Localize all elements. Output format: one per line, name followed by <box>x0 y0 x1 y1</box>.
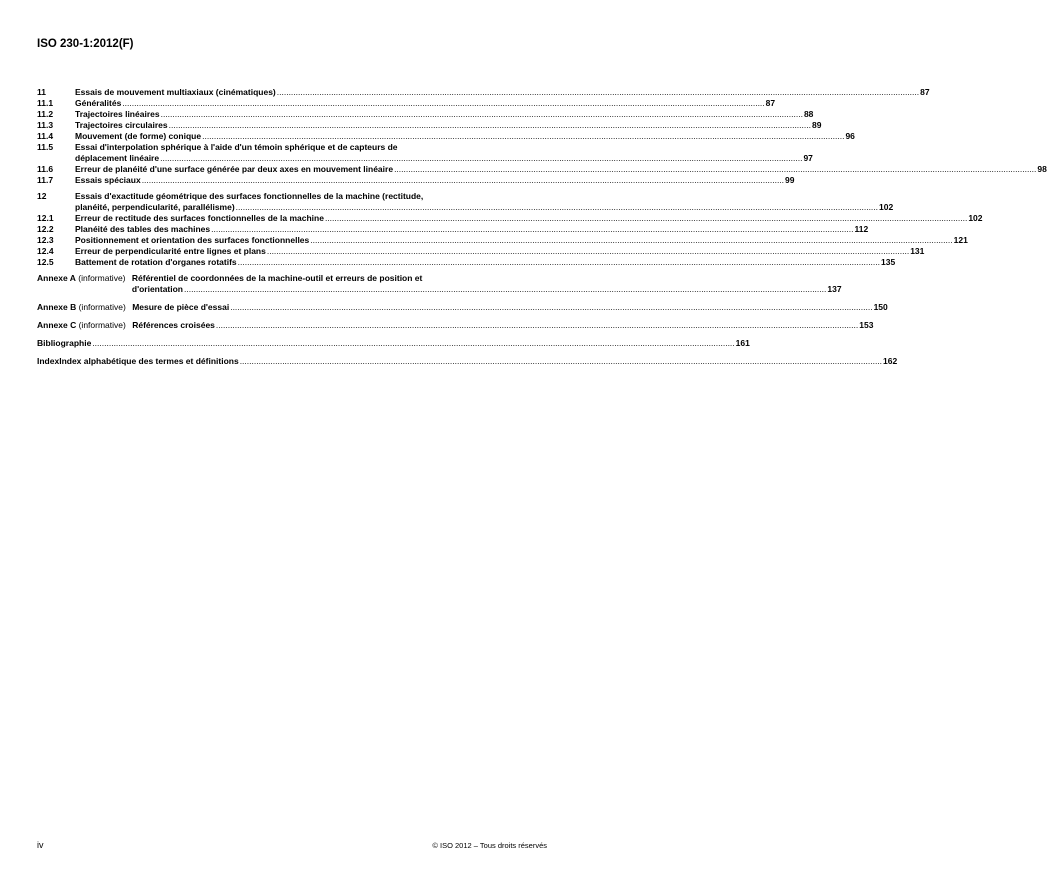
dot-leader <box>169 120 811 131</box>
toc-entry-title: Positionnement et orientation des surfaces fonctionnelles <box>75 235 310 245</box>
toc-entry-title: Trajectoires circulaires <box>75 120 168 130</box>
toc-entry[interactable] <box>37 175 795 186</box>
dot-leader <box>184 284 826 295</box>
toc-entry-page: 102 <box>879 202 894 212</box>
table-of-contents <box>37 87 1047 367</box>
toc-section-11 <box>37 87 1047 186</box>
toc-entry-page: 96 <box>845 131 855 141</box>
toc-annex-b[interactable] <box>37 302 888 313</box>
dot-leader <box>238 257 880 268</box>
toc-entry-title: Trajectoires linéaires <box>75 109 160 119</box>
toc-index[interactable] <box>37 356 898 367</box>
toc-annex-a[interactable] <box>37 273 842 295</box>
annex-c-informative: (informative) <box>78 320 126 330</box>
toc-entry-page: 89 <box>811 120 822 130</box>
toc-entry-page: 135 <box>881 257 896 267</box>
toc-entry-page: 98 <box>1037 164 1047 174</box>
toc-entry-title: Essai d'interpolation sphérique à l'aide d'un témoin sphérique et de capteurs de <box>75 142 398 152</box>
annex-b-title: Mesure de pièce d'essai <box>132 302 230 312</box>
toc-entry-number: 12.1 <box>37 213 54 223</box>
toc-entry-number: 12.4 <box>37 246 54 256</box>
toc-entry-title: Mouvement (de forme) conique <box>75 131 202 141</box>
toc-entry-number: 12.2 <box>37 224 54 234</box>
toc-entry-number: 11.4 <box>37 131 54 141</box>
toc-entry-title: Erreur de perpendicularité entre lignes et plans <box>75 246 266 256</box>
toc-entry-title: Erreur de rectitude des surfaces fonctionnelles de la machine <box>75 213 324 223</box>
annex-b-page: 150 <box>873 302 888 312</box>
toc-entry-number: 11.2 <box>37 109 54 119</box>
annex-a-informative: (informative) <box>78 273 126 283</box>
dot-leader <box>230 302 872 313</box>
toc-entry-number: 11.1 <box>37 98 54 108</box>
dot-leader <box>122 98 764 109</box>
annex-a-title-line1: Référentiel de coordonnées de la machine-outil et erreurs de position et <box>131 273 423 283</box>
toc-entry-number: 11.5 <box>37 142 54 152</box>
dot-leader <box>92 338 734 349</box>
toc-entry[interactable] <box>37 191 894 213</box>
toc-entry-page: 99 <box>785 175 795 185</box>
annex-c-page: 153 <box>859 320 874 330</box>
dot-leader <box>160 153 802 164</box>
toc-entry[interactable] <box>37 98 776 109</box>
annex-c-label: Annexe C <box>37 320 77 330</box>
toc-annex-c[interactable] <box>37 320 874 331</box>
annex-b-informative: (informative) <box>78 302 126 312</box>
dot-leader <box>216 320 858 331</box>
index-page: 162 <box>883 356 898 366</box>
toc-entry[interactable] <box>37 131 855 142</box>
toc-entry-page: 87 <box>765 98 776 108</box>
copyright-notice: © ISO 2012 – Tous droits réservés <box>432 841 547 850</box>
toc-section-12 <box>37 191 983 268</box>
dot-leader <box>161 109 803 120</box>
toc-entry-page: 97 <box>803 153 813 163</box>
toc-entry-page: 121 <box>953 235 968 245</box>
dot-leader <box>310 235 952 246</box>
toc-entry-number: 11 <box>37 87 46 97</box>
page-number: iv <box>37 840 44 850</box>
toc-entry-title: Généralités <box>75 98 122 108</box>
toc-entry-page: 88 <box>803 109 814 119</box>
toc-entry[interactable] <box>37 246 925 257</box>
index-title: Index alphabétique des termes et définitions <box>59 356 239 366</box>
annex-a-page: 137 <box>827 284 842 294</box>
toc-entry[interactable] <box>37 120 822 131</box>
toc-entry[interactable] <box>37 235 968 246</box>
dot-leader <box>325 213 967 224</box>
dot-leader <box>211 224 853 235</box>
document-id: ISO 230-1:2012(F) <box>37 38 134 50</box>
toc-entry-title: planéité, perpendicularité, parallélisme) <box>75 202 235 212</box>
dot-leader <box>236 202 878 213</box>
toc-entry[interactable] <box>37 224 869 235</box>
toc-entry-number: 12.3 <box>37 235 54 245</box>
toc-entry-page: 131 <box>910 246 925 256</box>
toc-entry-title: Essais d'exactitude géométrique des surfaces fonctionnelles de la machine (rectitude, <box>75 191 424 201</box>
toc-bibliography[interactable] <box>37 338 750 349</box>
toc-entry-page: 87 <box>920 87 930 97</box>
toc-entry-title: Planéité des tables des machines <box>75 224 211 234</box>
annex-a-title-line2: d'orientation <box>131 284 184 294</box>
dot-leader <box>142 175 784 186</box>
toc-entry-title: Essais spéciaux <box>75 175 141 185</box>
toc-entry-page: 112 <box>854 224 869 234</box>
toc-entry[interactable] <box>37 142 813 164</box>
bibliography-page: 161 <box>735 338 750 348</box>
toc-entry-title: Erreur de planéité d'une surface générée par deux axes en mouvement linéaire <box>75 164 394 174</box>
toc-entry-number: 11.3 <box>37 120 54 130</box>
annex-b-label: Annexe B <box>37 302 77 312</box>
toc-entry[interactable] <box>37 87 930 98</box>
toc-entry-title: déplacement linéaire <box>75 153 160 163</box>
toc-entry-number: 11.6 <box>37 164 54 174</box>
dot-leader <box>277 87 919 98</box>
annex-a-label: Annexe A <box>37 273 76 283</box>
toc-entry-number: 12 <box>37 191 47 201</box>
toc-entry-number: 11.7 <box>37 175 54 185</box>
toc-entry[interactable] <box>37 109 814 120</box>
dot-leader <box>202 131 844 142</box>
dot-leader <box>394 164 1036 175</box>
toc-entry-number: 12.5 <box>37 257 54 267</box>
dot-leader <box>267 246 909 257</box>
annex-c-title: Références croisées <box>132 320 215 330</box>
toc-entry-title: Battement de rotation d'organes rotatifs <box>75 257 237 267</box>
index-label: Index <box>37 356 60 366</box>
toc-entry[interactable] <box>37 164 1047 175</box>
bibliography-title: Bibliographie <box>37 338 92 348</box>
toc-entry[interactable] <box>37 257 896 268</box>
dot-leader <box>240 356 882 367</box>
toc-entry-title: Essais de mouvement multiaxiaux (cinématiques) <box>75 87 276 97</box>
toc-entry[interactable] <box>37 213 983 224</box>
toc-entry-page: 102 <box>968 213 983 223</box>
